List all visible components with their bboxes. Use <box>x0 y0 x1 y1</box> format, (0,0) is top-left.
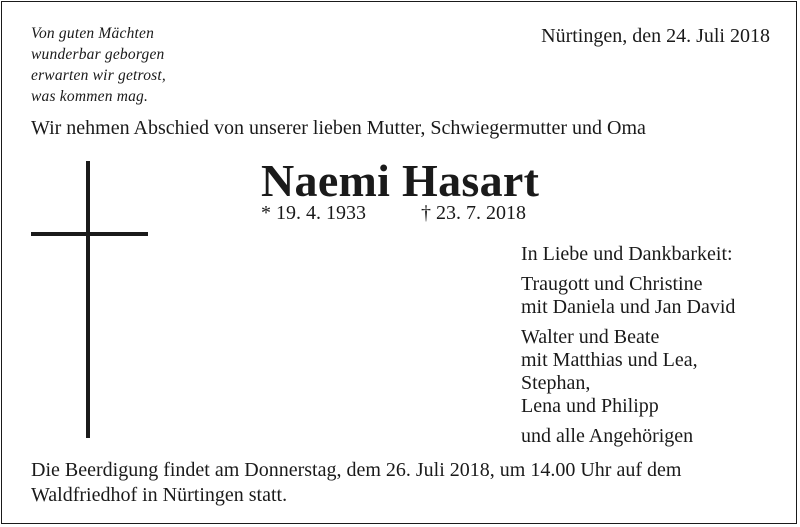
mourner-line: und alle Angehörigen <box>521 425 694 447</box>
mourners-list <box>521 243 735 455</box>
mourner-group <box>521 273 735 319</box>
mourner-line: mit Matthias und Lea, <box>521 349 698 371</box>
mourners-heading: In Liebe und Dankbarkeit: <box>521 243 733 265</box>
poem-line: Von guten Mächten <box>31 25 155 42</box>
mourner-line: Traugott und Christine <box>521 273 703 295</box>
mourner-group <box>521 326 735 418</box>
mourner-line: Walter und Beate <box>521 326 660 348</box>
mourner-line: mit Daniela und Jan David <box>521 296 736 318</box>
cross-icon <box>86 161 90 438</box>
birth-date: * 19. 4. 1933 <box>261 202 366 224</box>
poem-line: wunderbar geborgen <box>31 46 165 63</box>
mourner-line: Lena und Philipp <box>521 395 659 417</box>
funeral-line: Waldfriedhof in Nürtingen statt. <box>31 484 288 506</box>
cross-icon-bar <box>31 232 148 236</box>
place-and-date: Nürtingen, den 24. Juli 2018 <box>541 25 770 47</box>
poem-line: erwarten wir getrost, <box>31 67 166 84</box>
death-date: † 23. 7. 2018 <box>421 202 526 224</box>
mourner-line: Stephan, <box>521 372 591 394</box>
mourner-group <box>521 425 735 448</box>
farewell-intro: Wir nehmen Abschied von unserer lieben Mutter, Schwiegermutter und Oma <box>31 117 646 139</box>
funeral-announcement <box>31 458 681 508</box>
poem-line: was kommen mag. <box>31 88 149 105</box>
funeral-line: Die Beerdigung findet am Donnerstag, dem 26. Juli 2018, um 14.00 Uhr auf dem <box>31 459 682 481</box>
deceased-name: Naemi Hasart <box>261 155 540 206</box>
poem-quote <box>31 23 166 107</box>
